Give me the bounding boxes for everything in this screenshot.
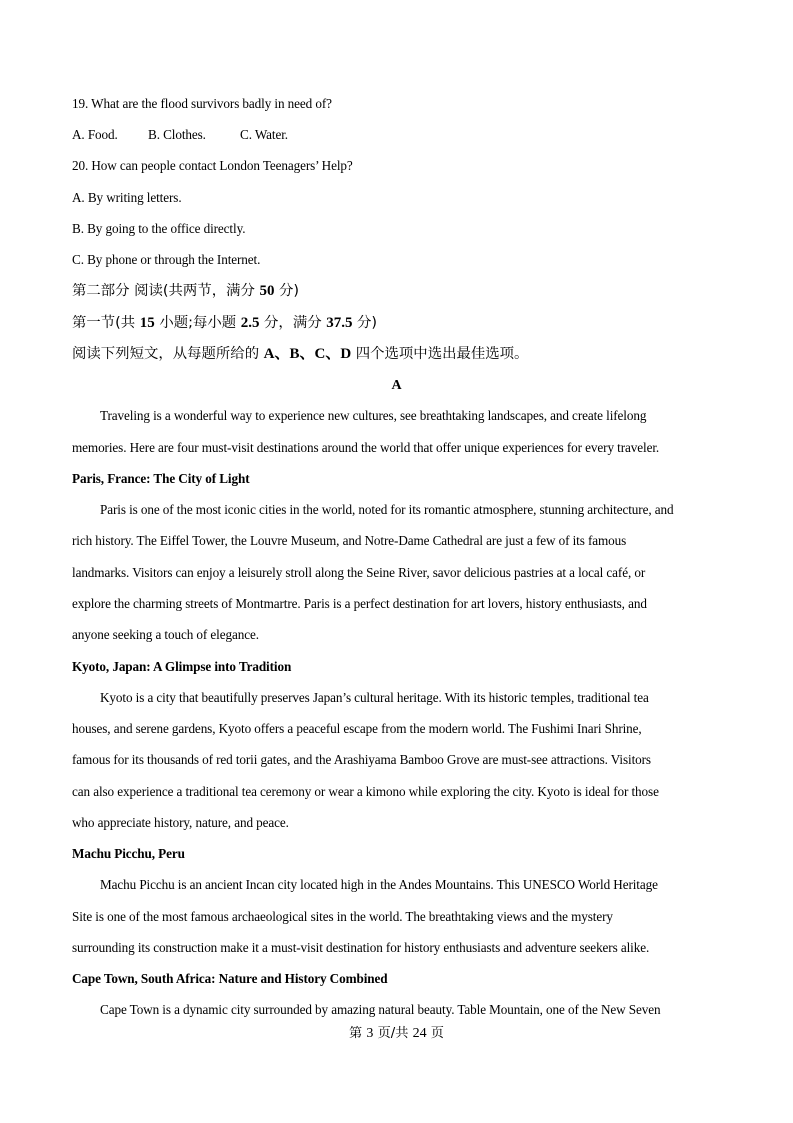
machu-picchu-heading: Machu Picchu, Peru <box>72 846 185 861</box>
intro-line: memories. Here are four must-visit destinations around the world that offer unique experiences for every traveler. <box>72 440 660 455</box>
question-19-option-a: A. Food. <box>72 127 118 142</box>
paris-line: rich history. The Eiffel Tower, the Louvre Museum, and Notre-Dame Cathedral are just a few of its famous <box>72 533 627 548</box>
kyoto-line: famous for its thousands of red torii gates, and the Arashiyama Bamboo Grove are must-see attractions. Visitors <box>72 752 651 767</box>
cape-town-heading: Cape Town, South Africa: Nature and History Combined <box>72 971 388 986</box>
question-20-option-c: C. By phone or through the Internet. <box>72 252 261 267</box>
intro-line: Traveling is a wonderful way to experience new cultures, see breathtaking landscapes, and create lifelong <box>100 408 647 423</box>
paris-line: Paris is one of the most iconic cities in the world, noted for its romantic atmosphere, stunning architecture, and <box>100 502 674 517</box>
machu-picchu-line: Site is one of the most famous archaeological sites in the world. The breathtaking views and the mystery <box>72 909 613 924</box>
passage-label: A <box>391 378 402 393</box>
question-19-stem: 19. What are the flood survivors badly in need of? <box>72 96 332 111</box>
question-20-stem: 20. How can people contact London Teenagers’ Help? <box>72 158 353 173</box>
question-19-option-c: C. Water. <box>240 127 288 142</box>
paris-heading: Paris, France: The City of Light <box>72 471 250 486</box>
kyoto-line: houses, and serene gardens, Kyoto offers a peaceful escape from the modern world. The Fushimi Inari Shrine, <box>72 721 642 736</box>
question-19-options <box>72 126 727 144</box>
page-number: 第 3 页/共 24 页 <box>349 1026 444 1041</box>
question-20-option-b: B. By going to the office directly. <box>72 221 246 236</box>
section-heading: 第一节(共 15 小题;每小题 2.5 分，满分 37.5 分) <box>72 315 378 331</box>
paris-line: explore the charming streets of Montmartre. Paris is a perfect destination for art lovers, history enthusiasts, and <box>72 596 647 611</box>
paris-line: anyone seeking a touch of elegance. <box>72 627 259 642</box>
kyoto-heading: Kyoto, Japan: A Glimpse into Tradition <box>72 659 292 674</box>
cape-town-line: Cape Town is a dynamic city surrounded by amazing natural beauty. Table Mountain, one of the New Seven <box>100 1002 661 1017</box>
question-19-option-b: B. Clothes. <box>148 127 206 142</box>
kyoto-line: who appreciate history, nature, and peace. <box>72 815 289 830</box>
machu-picchu-line: Machu Picchu is an ancient Incan city located high in the Andes Mountains. This UNESCO World Heritage <box>100 877 658 892</box>
part-heading: 第二部分 阅读(共两节，满分 50 分) <box>72 283 300 299</box>
machu-picchu-line: surrounding its construction make it a must-visit destination for history enthusiasts and adventure seekers alike. <box>72 940 650 955</box>
kyoto-line: can also experience a traditional tea ceremony or wear a kimono while exploring the city. Kyoto is ideal for those <box>72 784 659 799</box>
kyoto-line: Kyoto is a city that beautifully preserves Japan’s cultural heritage. With its historic temples, traditional tea <box>100 690 649 705</box>
section-instruction: 阅读下列短文，从每题所给的 A、B、C、D 四个选项中选出最佳选项。 <box>72 346 529 362</box>
paris-line: landmarks. Visitors can enjoy a leisurely stroll along the Seine River, savor delicious pastries at a local café, or <box>72 565 646 580</box>
question-20-option-a: A. By writing letters. <box>72 190 182 205</box>
